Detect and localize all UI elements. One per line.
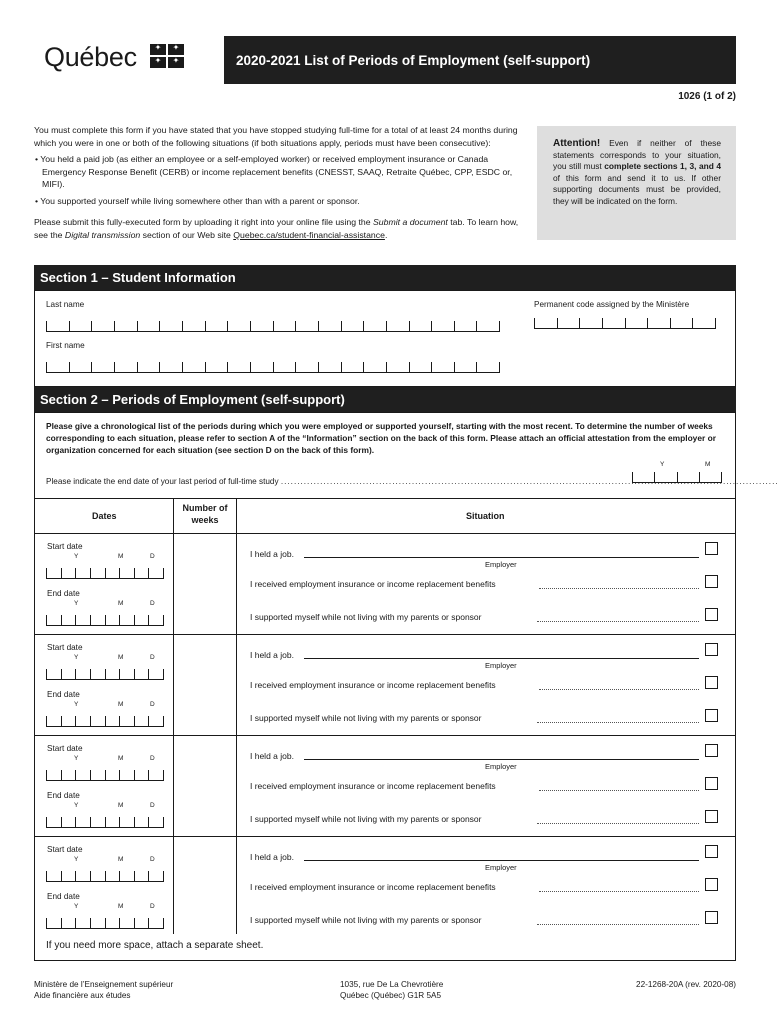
start-date-input[interactable] xyxy=(46,871,164,882)
supported-checkbox[interactable] xyxy=(705,608,718,621)
end-date-input[interactable] xyxy=(46,716,164,727)
start-date-input[interactable] xyxy=(46,669,164,680)
held-job-label: I held a job. xyxy=(250,751,294,761)
d-label: D xyxy=(150,553,155,560)
form-number: 1026 (1 of 2) xyxy=(678,91,736,102)
end-date-label: End date xyxy=(47,690,80,699)
y-label: Y xyxy=(74,903,79,910)
employer-input[interactable] xyxy=(304,860,699,861)
y-label: Y xyxy=(74,856,79,863)
footer-form-code: 22-1268-20A (rev. 2020-08) xyxy=(636,980,736,989)
employer-label: Employer xyxy=(485,863,517,872)
y-label: Y xyxy=(74,600,79,607)
end-date-input[interactable] xyxy=(46,615,164,626)
y-label: Y xyxy=(74,755,79,762)
section2-instructions: Please give a chronological list of the periods during which you were employed or supported yourself, starting with the most recent. To determine the number of weeks corresponding to each situation, please refer to section A of the “Information” section on the back of this form. Please attach an official attestation from the employer or organization concerned for each situation (see section D on the back of this form). xyxy=(46,421,716,455)
start-date-input[interactable] xyxy=(46,770,164,781)
y-label: Y xyxy=(660,461,665,468)
employer-label: Employer xyxy=(485,560,517,569)
d-label: D xyxy=(150,903,155,910)
intro-paragraph: You must complete this form if you have stated that you have stopped studying full-time for a total of at least 24 months during which you were in one or both of the following situations (if both situations apply, periods must have been consecutive): xyxy=(34,125,518,148)
received-ei-label: I received employment insurance or income replacement benefits xyxy=(250,579,496,589)
intro-bullet-support: • You supported yourself while living somewhere other than with a parent or sponsor. xyxy=(35,195,360,206)
supported-checkbox[interactable] xyxy=(705,911,718,924)
end-date-label: End date xyxy=(47,892,80,901)
weeks-input[interactable] xyxy=(176,638,233,731)
employer-label: Employer xyxy=(485,661,517,670)
received-ei-label: I received employment insurance or income replacement benefits xyxy=(250,882,496,892)
end-date-label: End date xyxy=(47,791,80,800)
section1-header: Section 1 – Student Information xyxy=(34,265,736,290)
study-end-date-input[interactable] xyxy=(632,472,722,483)
start-date-label: Start date xyxy=(47,845,83,854)
received-ei-checkbox[interactable] xyxy=(705,878,718,891)
attention-box: Attention! Even if neither of these statements corresponds to your situation, you still must complete sections 1, 3, and 4 of this form and send it to us. If other supporting documents must be provided, they will be indicated on the form. xyxy=(537,126,736,240)
employer-input[interactable] xyxy=(304,557,699,558)
m-label: M xyxy=(118,755,124,762)
more-space-note: If you need more space, attach a separate sheet. xyxy=(46,940,264,951)
weeks-input[interactable] xyxy=(176,739,233,832)
employer-input[interactable] xyxy=(304,759,699,760)
y-label: Y xyxy=(74,701,79,708)
received-ei-checkbox[interactable] xyxy=(705,777,718,790)
intro-text xyxy=(34,124,526,245)
end-date-input[interactable] xyxy=(46,817,164,828)
held-job-label: I held a job. xyxy=(250,852,294,862)
d-label: D xyxy=(150,654,155,661)
footer-ministry: Ministère de l’Enseignement supérieur Aide financière aux études xyxy=(34,980,174,1000)
d-label: D xyxy=(150,701,155,708)
col-situation: Situation xyxy=(466,511,505,521)
footer-address: 1035, rue De La Chevrotière Québec (Québec) G1R 5A5 xyxy=(340,980,444,1000)
received-ei-label: I received employment insurance or income replacement benefits xyxy=(250,781,496,791)
first-name-input[interactable] xyxy=(46,362,500,373)
d-label: D xyxy=(150,600,155,607)
supported-label: I supported myself while not living with my parents or sponsor xyxy=(250,814,482,824)
quebec-logo: Québec xyxy=(44,42,137,72)
intro-bullet-job: • You held a paid job (as either an employee or a self-employed worker) or received employment insurance or Canada Emergency Response Benefit (CERB) or income replacement benefits (CNESST, SAAQ, Retraite Québec, CPP, ESDC or, MIFI). xyxy=(35,154,513,189)
col-weeks: Number of weeks xyxy=(182,503,228,525)
weeks-input[interactable] xyxy=(176,537,233,630)
form-title: 2020-2021 List of Periods of Employment (self-support) xyxy=(224,36,736,84)
held-job-checkbox[interactable] xyxy=(705,744,718,757)
held-job-checkbox[interactable] xyxy=(705,542,718,555)
start-date-input[interactable] xyxy=(46,568,164,579)
received-ei-label: I received employment insurance or income replacement benefits xyxy=(250,680,496,690)
permanent-code-input[interactable] xyxy=(534,318,716,329)
received-ei-checkbox[interactable] xyxy=(705,575,718,588)
d-label: D xyxy=(150,856,155,863)
y-label: Y xyxy=(74,654,79,661)
received-ei-checkbox[interactable] xyxy=(705,676,718,689)
supported-label: I supported myself while not living with my parents or sponsor xyxy=(250,612,482,622)
permanent-code-label: Permanent code assigned by the Ministère xyxy=(534,300,690,309)
supported-checkbox[interactable] xyxy=(705,810,718,823)
employer-label: Employer xyxy=(485,762,517,771)
col-dates: Dates xyxy=(92,511,117,521)
fleur-de-lis-icon xyxy=(150,44,184,68)
held-job-label: I held a job. xyxy=(250,549,294,559)
supported-checkbox[interactable] xyxy=(705,709,718,722)
submit-instructions: Please submit this fully-executed form by uploading it right into your online file using the Submit a document tab. To learn how, see the Digital transmission section of our Web site Quebec.ca/student-financial-assistance. xyxy=(34,217,519,240)
m-label: M xyxy=(705,461,711,468)
employer-input[interactable] xyxy=(304,658,699,659)
start-date-label: Start date xyxy=(47,643,83,652)
held-job-label: I held a job. xyxy=(250,650,294,660)
weeks-input[interactable] xyxy=(176,840,233,930)
last-name-label: Last name xyxy=(46,300,85,309)
section2-header: Section 2 – Periods of Employment (self-support) xyxy=(34,387,736,412)
m-label: M xyxy=(118,701,124,708)
end-date-input[interactable] xyxy=(46,918,164,929)
m-label: M xyxy=(118,903,124,910)
m-label: M xyxy=(118,856,124,863)
m-label: M xyxy=(118,553,124,560)
d-label: D xyxy=(150,755,155,762)
d-label: D xyxy=(150,802,155,809)
m-label: M xyxy=(118,600,124,607)
first-name-label: First name xyxy=(46,341,85,350)
last-name-input[interactable] xyxy=(46,321,500,332)
supported-label: I supported myself while not living with my parents or sponsor xyxy=(250,915,482,925)
held-job-checkbox[interactable] xyxy=(705,845,718,858)
y-label: Y xyxy=(74,553,79,560)
start-date-label: Start date xyxy=(47,542,83,551)
m-label: M xyxy=(118,802,124,809)
held-job-checkbox[interactable] xyxy=(705,643,718,656)
start-date-label: Start date xyxy=(47,744,83,753)
y-label: Y xyxy=(74,802,79,809)
supported-label: I supported myself while not living with my parents or sponsor xyxy=(250,713,482,723)
study-end-prompt: Please indicate the end date of your last period of full-time study ........................................................................................................................................................ xyxy=(46,477,779,486)
end-date-label: End date xyxy=(47,589,80,598)
website-link[interactable]: Quebec.ca/student-financial-assistance xyxy=(233,229,385,240)
m-label: M xyxy=(118,654,124,661)
